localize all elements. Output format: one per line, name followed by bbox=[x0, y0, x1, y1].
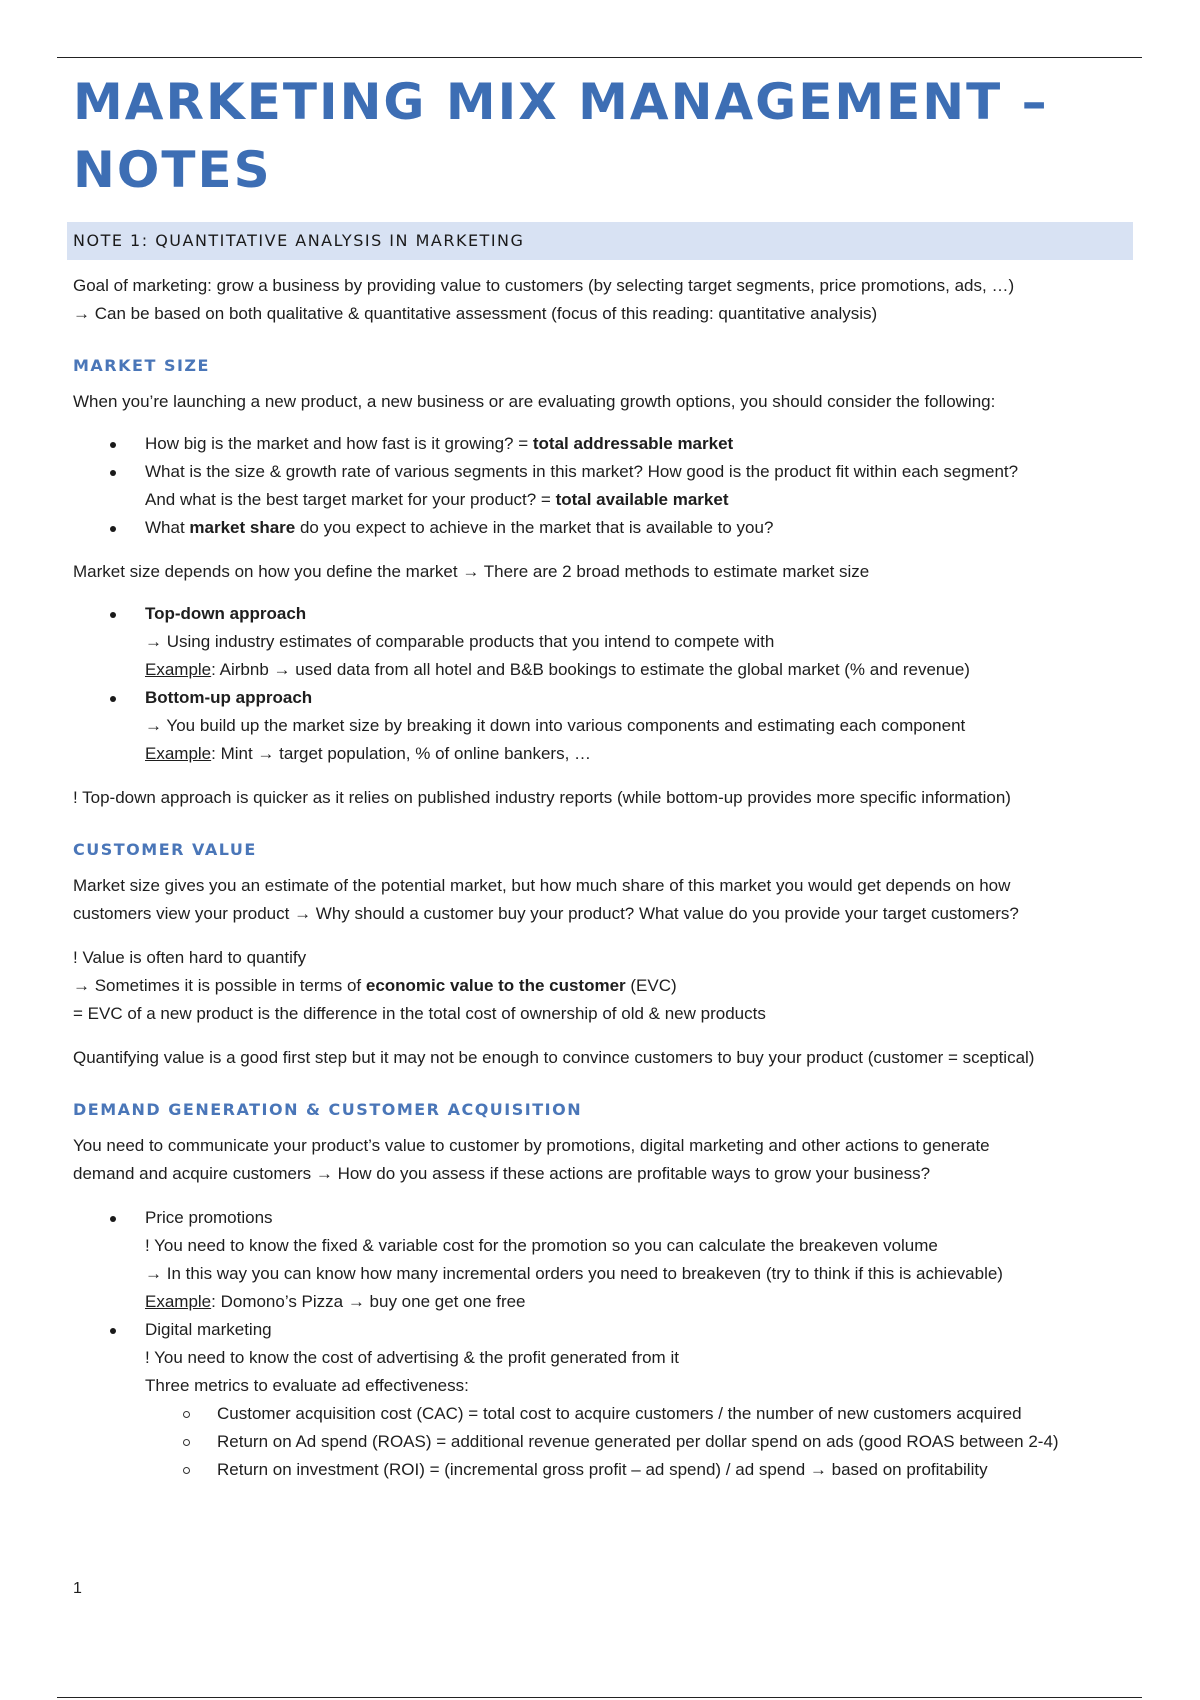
customer-value-paragraph: Market size gives you an estimate of the potential market, but how much share of this market you would get depends on how customers view your product → Why should a customer buy your product? What value do you provide your target customers? bbox=[73, 876, 1019, 923]
document-title: MARKETING MIX MANAGEMENT – NOTES bbox=[73, 73, 1049, 199]
intro-line: Goal of marketing: grow a business by providing value to customers (by selecting target segments, price promotions, ads, …) bbox=[73, 276, 1015, 295]
list-item: How big is the market and how fast is it growing? = total addressable market bbox=[73, 430, 1133, 458]
list-item-top-down: Top-down approach → Using industry estimates of comparable products that you intend to compete with Example: Airbnb → used data from all hotel and B&B bookings to estimate the global market (% and revenue) bbox=[73, 600, 1133, 684]
page-number: 1 bbox=[73, 1580, 82, 1597]
market-questions-list bbox=[73, 430, 1133, 542]
top-rule bbox=[57, 57, 1142, 58]
demand-actions-list bbox=[73, 1204, 1133, 1484]
list-item: What is the size & growth rate of various segments in this market? How good is the product fit within each segment? And what is the best target market for your product? = total available market bbox=[73, 458, 1133, 514]
section-heading-demand-generation: DEMAND GENERATION & CUSTOMER ACQUISITION bbox=[73, 1100, 583, 1119]
metric-item: Customer acquisition cost (CAC) = total cost to acquire customers / the number of new customers acquired bbox=[73, 1400, 1133, 1428]
metric-item: Return on Ad spend (ROAS) = additional revenue generated per dollar spend on ads (good ROAS between 2-4) bbox=[73, 1428, 1133, 1456]
bottom-rule bbox=[57, 1697, 1142, 1698]
market-size-lead: When you’re launching a new product, a new business or are evaluating growth options, you should consider the following: bbox=[73, 392, 996, 411]
demand-gen-paragraph: You need to communicate your product’s value to customer by promotions, digital marketing and other actions to generate demand and acquire customers → How do you assess if these actions are profitable ways to grow your business? bbox=[73, 1136, 990, 1183]
ad-metrics-list bbox=[73, 1400, 1133, 1484]
evc-paragraph: ! Value is often hard to quantify → Sometimes it is possible in terms of economic value to the customer (EVC) = EVC of a new product is the difference in the total cost of ownership of old & new products bbox=[73, 948, 766, 1023]
metric-item: Return on investment (ROI) = (incremental gross profit – ad spend) / ad spend → based on profitability bbox=[73, 1456, 1133, 1484]
list-item-bottom-up: Bottom-up approach → You build up the market size by breaking it down into various components and estimating each component Example: Mint → target population, % of online bankers, … bbox=[73, 684, 1133, 768]
section-heading-market-size: MARKET SIZE bbox=[73, 356, 210, 375]
market-size-note: ! Top-down approach is quicker as it relies on published industry reports (while bottom-up provides more specific information) bbox=[73, 788, 1011, 807]
intro-line: → Can be based on both qualitative & quantitative assessment (focus of this reading: quantitative analysis) bbox=[73, 304, 878, 323]
note-header: NOTE 1: QUANTITATIVE ANALYSIS IN MARKETING bbox=[67, 222, 1133, 260]
list-item: What market share do you expect to achieve in the market that is available to you? bbox=[73, 514, 1133, 542]
list-item-digital-marketing: Digital marketing ! You need to know the cost of advertising & the profit generated from it Three metrics to evaluate ad effectiveness: Customer acquisition cost (CAC) = total cost to acquire customers / the number of new customers acquired Return on Ad spend (ROAS) = additional revenue generated per dollar spend on ads (good ROAS between 2-4) Return on investment (ROI) = (incremental gross profit – ad spend) / ad spend → based on profitability bbox=[73, 1316, 1133, 1484]
intro-paragraph bbox=[73, 272, 1133, 328]
market-size-methods: Market size depends on how you define the market → There are 2 broad methods to estimate market size bbox=[73, 562, 870, 581]
document-page bbox=[73, 68, 1133, 1484]
section-heading-customer-value: CUSTOMER VALUE bbox=[73, 840, 257, 859]
customer-value-conclusion: Quantifying value is a good first step but it may not be enough to convince customers to buy your product (customer = sceptical) bbox=[73, 1048, 1035, 1067]
approaches-list bbox=[73, 600, 1133, 768]
list-item-price-promotions: Price promotions ! You need to know the fixed & variable cost for the promotion so you can calculate the breakeven volume → In this way you can know how many incremental orders you need to breakeven (try to think if this is achievable) Example: Domono’s Pizza → buy one get one free bbox=[73, 1204, 1133, 1316]
